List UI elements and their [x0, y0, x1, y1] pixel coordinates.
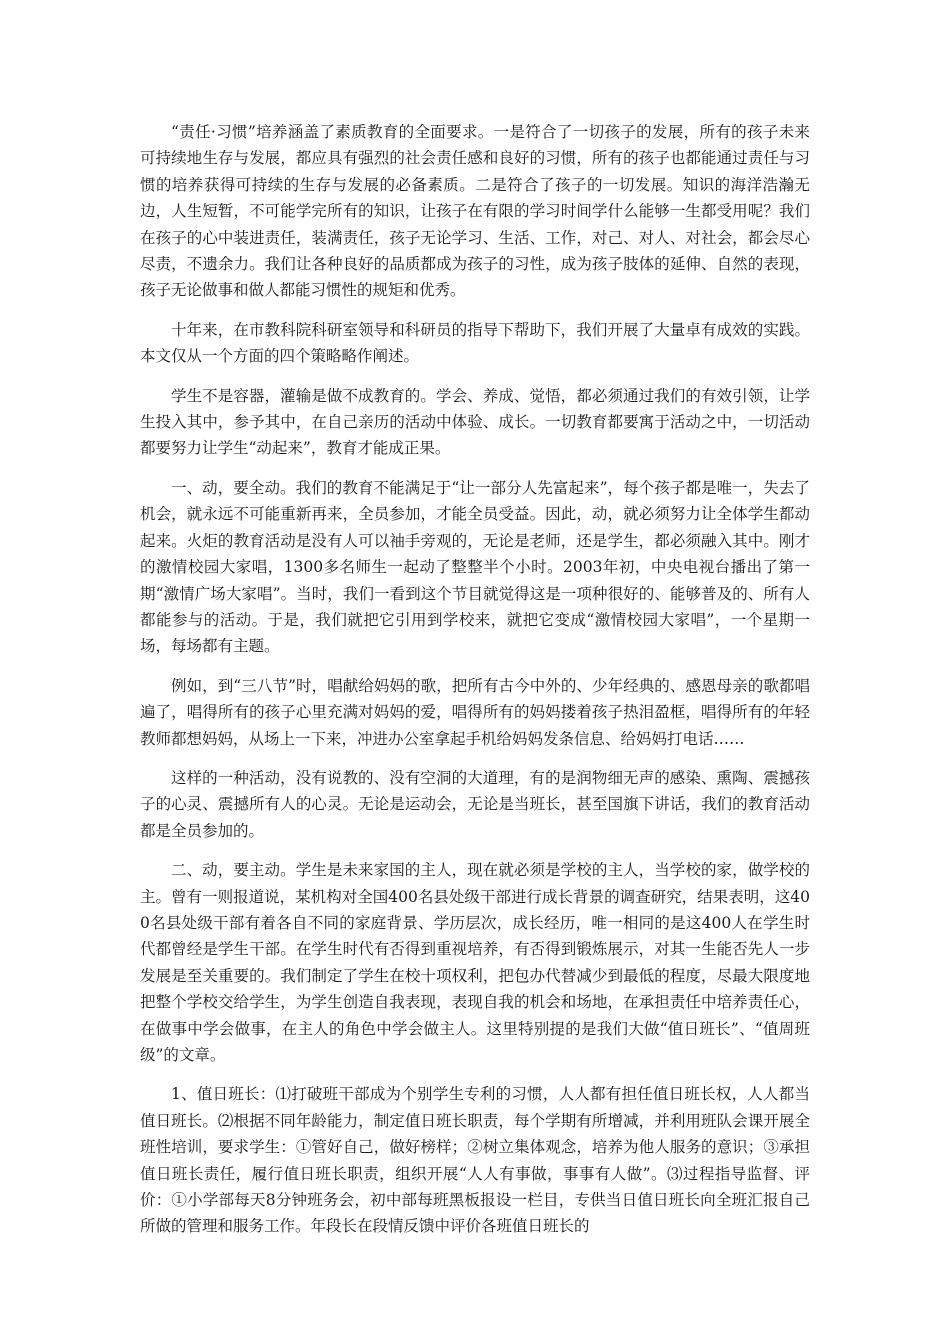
paragraph-this-kind-of-activity: 这样的一种活动，没有说教的、没有空洞的大道理，有的是润物细无声的感染、熏陶、震撼孩子的心灵、震撼所有人的心灵。无论是运动会，无论是当班长，甚至国旗下讲话，我们的教育活动都是全员参加的。: [140, 768, 810, 840]
paragraph-duty-monitor: 1、值日班长：⑴打破班干部成为个别学生专利的习惯，人人都有担任值日班长权，人人都当值日班长。⑵根据不同年龄能力，制定值日班长职责，每个学期有所增减，并利用班队会课开展全班性培训，要求学生：①管好自己，做好榜样；②树立集体观念，培养为他人服务的意识；③承担值日班长责任，履行值日班长职责，组织开展“人人有事做，事事有人做”。⑶过程指导监督、评价：①小学部每天8分钟班务会，初中部每班黑板报设一栏目，专供当日值日班长向全班汇报自己所做的管理和服务工作。年段长在段情反馈中评价各班值日班长的: [140, 1085, 810, 1236]
paragraph-students-not-containers: 学生不是容器，灌输是做不成教育的。学会、养成、觉悟，都必须通过我们的有效引领，让学生投入其中，参予其中，在自己亲历的活动中体验、成长。一切教育都要寓于活动之中，一切活动都要努力让学生“动起来”，教育才能成正果。: [140, 386, 810, 458]
document-body: [140, 119, 810, 1253]
paragraph-responsibility-habit: “责任·习惯”培养涵盖了素质教育的全面要求。一是符合了一切孩子的发展，所有的孩子未来可持续地生存与发展，都应具有强烈的社会责任感和良好的习惯，所有的孩子也都能通过责任与习惯的培养获得可持续的生存与发展的必备素质。二是符合了孩子的一切发展。知识的海洋浩瀚无边，人生短暂，不可能学完所有的知识，让孩子在有限的学习时间学什么能够一生都受用呢？我们在孩子的心中装进责任，装满责任，孩子无论学习、生活、工作，对己、对人、对社会，都会尽心尽责，不遗余力。我们让各种良好的品质都成为孩子的习性，成为孩子肢体的延伸、自然的表现，孩子无论做事和做人都能习惯性的规矩和优秀。: [140, 123, 810, 300]
paragraph-womens-day-example: 例如，到“三八节”时，唱献给妈妈的歌，把所有古今中外的、少年经典的、感恩母亲的歌都唱遍了，唱得所有的孩子心里充满对妈妈的爱，唱得所有的妈妈搂着孩子热泪盈框，唱得所有的年轻教师都想妈妈，从场上一下来，冲进办公室拿起手机给妈妈发条信息、给妈妈打电话……: [140, 676, 810, 748]
paragraph-active-participation: 二、动，要主动。学生是未来家国的主人，现在就必须是学校的主人，当学校的家，做学校的主。曾有一则报道说，某机构对全国400名县处级干部进行成长背景的调查研究，结果表明，这400名县处级干部有着各自不同的家庭背景、学历层次，成长经历，唯一相同的是这400人在学生时代都曾经是学生干部。在学生时代有否得到重视培养，有否得到锻炼展示，对其一生能否先人一步发展是至关重要的。我们制定了学生在校十项权利，把包办代替减少到最低的程度，尽最大限度地把整个学校交给学生，为学生创造自我表现，表现自我的机会和场地，在承担责任中培养责任心，在做事中学会做事，在主人的角色中学会做主人。这里特别提的是我们大做“值日班长”、“值周班级”的文章。: [140, 861, 810, 1064]
paragraph-all-participate: 一、动，要全动。我们的教育不能满足于“让一部分人先富起来”，每个孩子都是唯一，失去了机会，就永远不可能重新再来，全员参加，才能全员受益。因此，动，就必须努力让全体学生都动起来。火炬的教育活动是没有人可以袖手旁观的，无论是老师，还是学生，都必须融入其中。刚才的激情校园大家唱，1300多名师生一起动了整整半个小时。2003年初，中央电视台播出了第一期“激情广场大家唱”。当时，我们一看到这个节目就觉得这是一项种很好的、能够普及的、所有人都能参与的活动。于是，我们就把它引用到学校来，就把它变成“激情校园大家唱”，一个星期一场，每场都有主题。: [140, 478, 810, 656]
paragraph-ten-years: 十年来，在市教科院科研室领导和科研员的指导下帮助下，我们开展了大量卓有成效的实践。本文仅从一个方面的四个策略略作阐述。: [140, 320, 810, 366]
